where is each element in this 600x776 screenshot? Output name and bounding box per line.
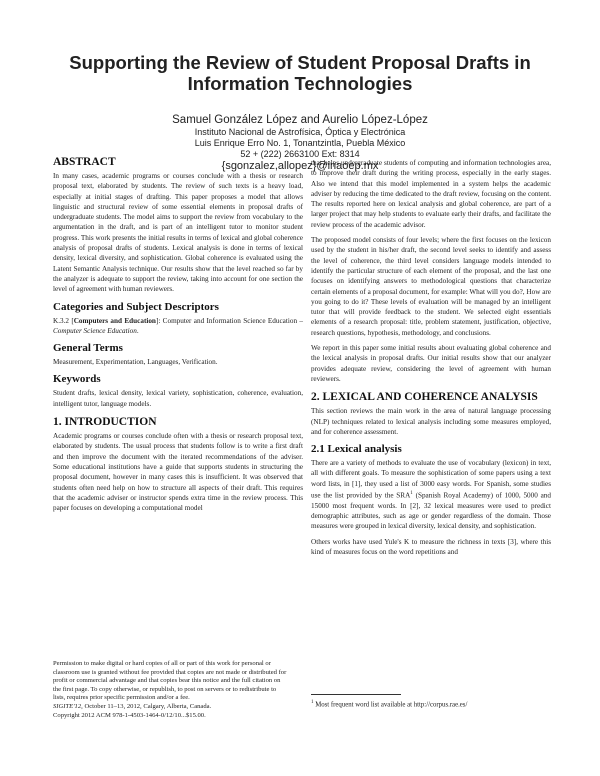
introduction-text: Academic programs or courses conclude often with a thesis or research proposal text, elaborated by students. The usual process that students follow is to write a first draft and then improve the document with the iterated recommendations of the adviser. Some educational institutions have a guide that supports students in structuring the proposal document, however in many cases this is insufficient. It was observed that students often need help on how to structure all aspects of their draft. This requires that the academic adviser or instructor spends extra time in the review process. This paper focuses on developing a computational model — [53, 432, 303, 513]
section21-text — [311, 458, 551, 531]
copyright-line: Copyright 2012 ACM 978-1-4503-1464-0/12/10...$15.00. — [53, 711, 206, 719]
categories-bold: Computers and Education — [73, 316, 156, 325]
venue-details: , October 11–13, 2012, Calgary, Alberta, Canada. — [81, 702, 212, 710]
right-column — [311, 156, 551, 562]
abstract-text: In many cases, academic programs or courses conclude with a thesis or research proposal text, elaborated by students. The review of such texts is a heavy load, especially at initial stages of drafting. This paper proposes a model that allows linguistic and structural review of some essential elements in proposal drafts of undergraduate students. The model aims to support the review from vocabulary to the argumentation in the draft, and is part of an intelligent tutor to monitor student progress. This work presents the initial results in terms of lexical and global coherence analysis of proposal drafts of students. Lexical analysis is done in terms of lexical density, lexical diversity, and sophistication. Global coherence is evaluated using the Latent Semantic Analysis technique. Our results show that the level reached so far by the analyzer is adequate to support the review, taking into account for one section the level of agreement with human reviewers. — [53, 172, 303, 294]
permission-notice — [53, 660, 288, 720]
venue-name: SIGITE'12 — [53, 702, 82, 710]
abstract-heading: ABSTRACT — [53, 156, 116, 168]
author-email: {sgonzalez,allopez}@inaoep.mx — [221, 160, 379, 172]
footnote-text: Most frequent word list available at http://corpus.rae.es/ — [313, 701, 468, 709]
section21-heading: 2.1 Lexical analysis — [311, 443, 402, 456]
footnote-mark: 1 — [311, 700, 314, 705]
footnote-rule — [311, 694, 401, 695]
keywords-text: Student drafts, lexical density, lexical variety, sophistication, coherence, evaluation, intelligent tutor, language models. — [53, 389, 303, 408]
author-address: Luis Enrique Erro No. 1, Tonantzintla, Puebla México — [194, 138, 406, 148]
general-terms-heading: General Terms — [53, 342, 123, 355]
paper-title: Supporting the Review of Student Proposal Drafts in Information Technologies — [69, 52, 531, 94]
venue-line — [53, 703, 288, 712]
author-institution: Instituto Nacional de Astrofísica, Óptica y Electrónica — [194, 127, 406, 137]
categories-code: K.3.2 [ — [53, 316, 74, 325]
introduction-heading: 1. INTRODUCTION — [53, 416, 157, 429]
intro-continued: that helps undergraduate students of computing and information technologies area, to improve their draft during the writing process, especially in the early stages. Also we intend that this model implemented in a system helps the academic adviser by reducing the time dedicated to the draft review, focusing on the content. The results reported here on lexical analysis and global coherence, are part of a larger project that may help students to evaluate early their drafts, and facilitate the review process of the academic advisor. — [311, 159, 551, 229]
left-column — [53, 156, 303, 518]
categories-mid: ]: Computer and Information Science Education – — [155, 316, 303, 325]
author-phone: 52 + (222) 2663100 Ext: 8314 — [240, 149, 360, 159]
section21-text-b: (Spanish Royal Academy) of 1000, 5000 and 15000 most frequent words. In [2], 32 lexical measures were used to predict demographic attributes, such as age or gender regardless of the domain. Those measures were grouped in lexical diversity, lexical density, and sophistication. — [311, 491, 551, 531]
categories-text — [53, 316, 303, 337]
section21-text-2: Others works have used Yule's K to measure the richness in texts [3], where this kind of measures focus on the word repetitions and — [311, 537, 551, 556]
model-description: The proposed model consists of four levels; where the first focuses on the lexicon used by the student in his/her draft, the second level seeks to identify and assess the level of coherence, the third level considers language models intended to identify the particular structure of each element of the proposal, and the last one focuses on identifying answers to methodological questions that characterize certain elements of a proposal document, for example: What will you do?, How are you going to do it? These levels of evaluation will be managed by an intelligent tutor that will provide feedback to the student. We selected eight essentials elements of a research proposal: title, problem statement, justification, objective, research questions, hypothesis, methodology, and conclusions. — [311, 236, 551, 337]
general-terms-text: Measurement, Experimentation, Languages, Verification. — [53, 358, 218, 367]
footnote-ref: 1 — [410, 491, 413, 497]
categories-italic: Computer Science Education — [53, 326, 137, 335]
categories-heading: Categories and Subject Descriptors — [53, 300, 219, 313]
section2-heading: 2. LEXICAL AND COHERENCE ANALYSIS — [311, 391, 538, 404]
author-names: Samuel González López and Aurelio López-López — [172, 114, 428, 126]
initial-results: We report in this paper some initial results about evaluating global coherence and the lexical analysis in proposal drafts. Our initial results show that our analyzer provides adequate review, considering the level of agreement with human reviewers. — [311, 344, 551, 383]
permission-text: Permission to make digital or hard copies of all or part of this work for personal or classroom use is granted without fee provided that copies are not made or distributed for profit or commercial advantage and that copies bear this notice and the full citation on the first page. To copy otherwise, or republish, to post on servers or to redistribute to lists, requires prior specific permission and/or a fee. — [53, 660, 287, 702]
footnote — [311, 698, 551, 709]
section21-text-a: There are a variety of methods to evaluate the use of vocabulary (lexicon) in text, all with different goals. To measure the sophistication of some papers using a text word lists, in [1], they used a list of 3000 easy words. For Spanish, some studies use the list provided by the SRA — [311, 459, 551, 500]
section2-text: This section reviews the main work in the area of natural language processing (NLP) techniques related to lexical analysis including some measures employed, and for coherence assessment. — [311, 407, 551, 436]
keywords-heading: Keywords — [53, 373, 101, 386]
categories-end: . — [136, 326, 139, 335]
